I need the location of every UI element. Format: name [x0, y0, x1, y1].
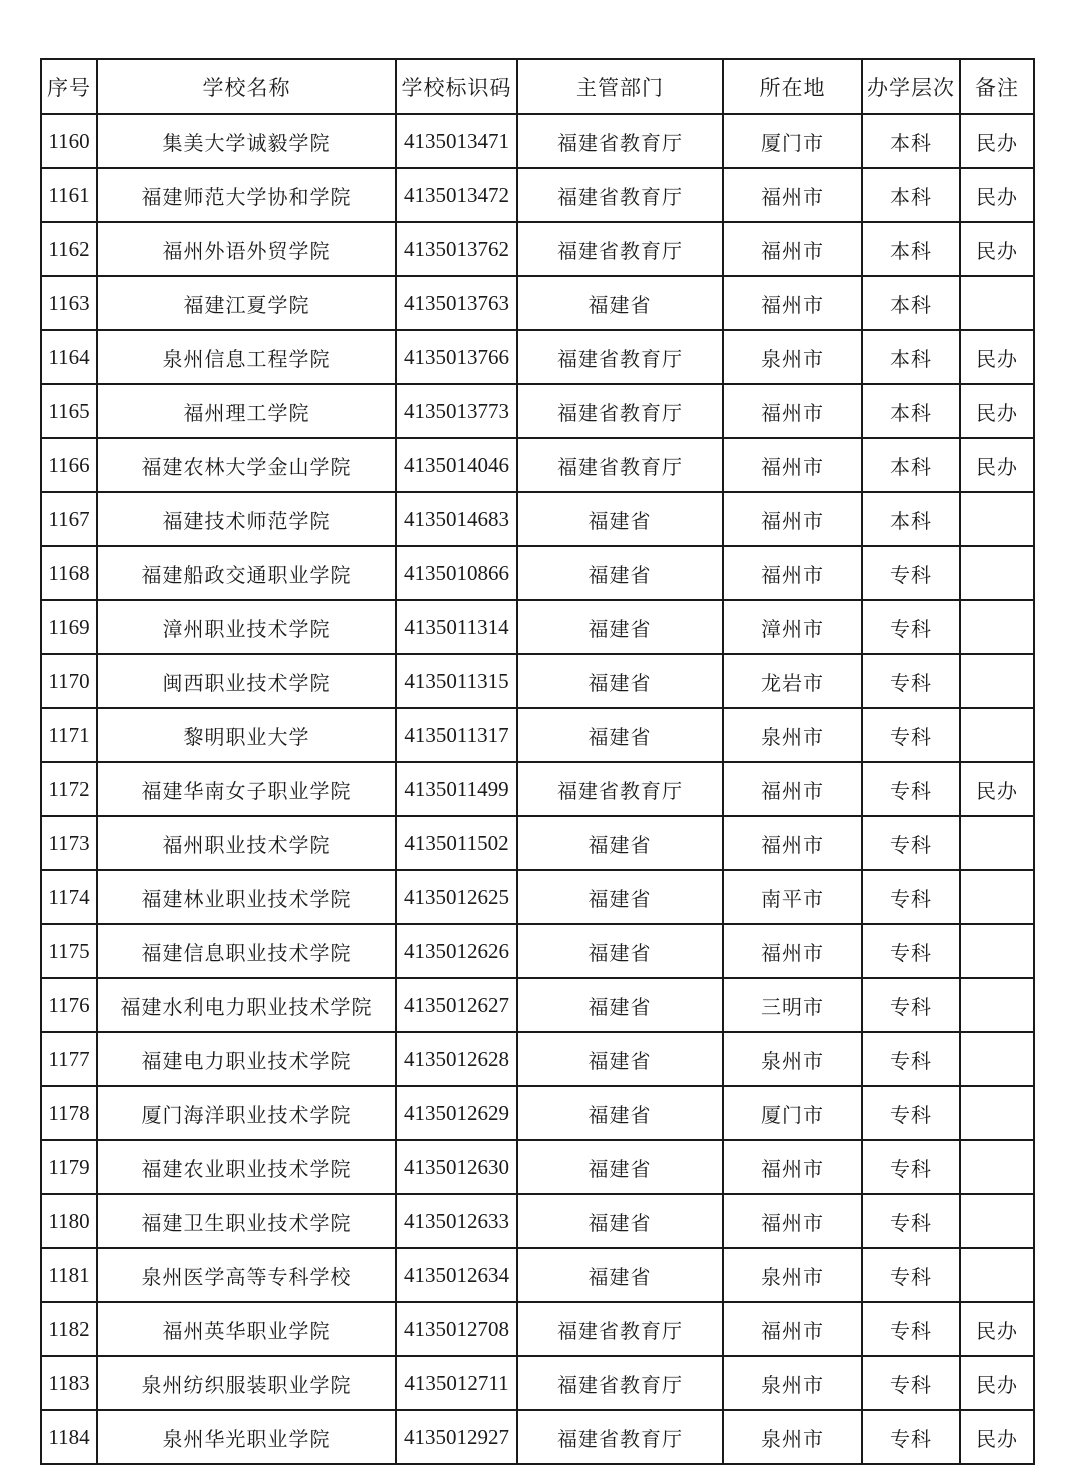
cell-level: 专科 — [862, 978, 960, 1032]
school-list-table — [40, 58, 1035, 1465]
cell-school-code: 4135012628 — [396, 1032, 517, 1086]
cell-seq: 1164 — [41, 330, 97, 384]
cell-school-code: 4135012626 — [396, 924, 517, 978]
cell-department: 福建省教育厅 — [517, 1410, 723, 1464]
cell-level: 专科 — [862, 816, 960, 870]
cell-school-name: 泉州信息工程学院 — [97, 330, 396, 384]
table-row — [41, 978, 1034, 1032]
cell-seq: 1175 — [41, 924, 97, 978]
cell-department: 福建省教育厅 — [517, 222, 723, 276]
cell-school-name: 福建农林大学金山学院 — [97, 438, 396, 492]
cell-school-code: 4135012625 — [396, 870, 517, 924]
cell-school-code: 4135012711 — [396, 1356, 517, 1410]
cell-note — [960, 546, 1034, 600]
table-row — [41, 1086, 1034, 1140]
cell-seq: 1169 — [41, 600, 97, 654]
cell-location: 福州市 — [723, 222, 862, 276]
cell-school-name: 福建江夏学院 — [97, 276, 396, 330]
cell-school-code: 4135013763 — [396, 276, 517, 330]
cell-note — [960, 276, 1034, 330]
header-school-name: 学校名称 — [97, 59, 396, 114]
cell-note — [960, 1194, 1034, 1248]
cell-school-name: 福建信息职业技术学院 — [97, 924, 396, 978]
table-header-row — [41, 59, 1034, 114]
cell-school-name: 福建农业职业技术学院 — [97, 1140, 396, 1194]
cell-note: 民办 — [960, 1410, 1034, 1464]
cell-school-name: 福建船政交通职业学院 — [97, 546, 396, 600]
cell-school-name: 福州职业技术学院 — [97, 816, 396, 870]
cell-location: 漳州市 — [723, 600, 862, 654]
cell-location: 福州市 — [723, 492, 862, 546]
cell-note: 民办 — [960, 1356, 1034, 1410]
cell-school-name: 漳州职业技术学院 — [97, 600, 396, 654]
cell-level: 本科 — [862, 384, 960, 438]
cell-location: 福州市 — [723, 438, 862, 492]
cell-level: 本科 — [862, 114, 960, 168]
cell-seq: 1171 — [41, 708, 97, 762]
header-location: 所在地 — [723, 59, 862, 114]
cell-level: 本科 — [862, 330, 960, 384]
cell-department: 福建省 — [517, 708, 723, 762]
cell-note — [960, 1248, 1034, 1302]
cell-location: 泉州市 — [723, 1248, 862, 1302]
cell-department: 福建省教育厅 — [517, 114, 723, 168]
cell-school-code: 4135013773 — [396, 384, 517, 438]
cell-note: 民办 — [960, 168, 1034, 222]
cell-note — [960, 708, 1034, 762]
cell-location: 三明市 — [723, 978, 862, 1032]
cell-location: 福州市 — [723, 1140, 862, 1194]
cell-department: 福建省教育厅 — [517, 330, 723, 384]
cell-department: 福建省 — [517, 654, 723, 708]
cell-location: 福州市 — [723, 924, 862, 978]
cell-note — [960, 978, 1034, 1032]
cell-seq: 1172 — [41, 762, 97, 816]
cell-note: 民办 — [960, 384, 1034, 438]
cell-level: 专科 — [862, 1140, 960, 1194]
cell-seq: 1161 — [41, 168, 97, 222]
cell-note — [960, 870, 1034, 924]
cell-school-name: 厦门海洋职业技术学院 — [97, 1086, 396, 1140]
table-row — [41, 1302, 1034, 1356]
cell-department: 福建省 — [517, 600, 723, 654]
cell-location: 厦门市 — [723, 1086, 862, 1140]
cell-department: 福建省教育厅 — [517, 438, 723, 492]
cell-department: 福建省 — [517, 1194, 723, 1248]
cell-level: 本科 — [862, 222, 960, 276]
cell-seq: 1170 — [41, 654, 97, 708]
cell-note: 民办 — [960, 330, 1034, 384]
cell-location: 福州市 — [723, 762, 862, 816]
cell-location: 龙岩市 — [723, 654, 862, 708]
cell-level: 专科 — [862, 1086, 960, 1140]
cell-seq: 1168 — [41, 546, 97, 600]
cell-note: 民办 — [960, 114, 1034, 168]
cell-level: 专科 — [862, 762, 960, 816]
cell-level: 专科 — [862, 1032, 960, 1086]
table-row — [41, 708, 1034, 762]
cell-school-name: 泉州纺织服装职业学院 — [97, 1356, 396, 1410]
cell-school-name: 福州理工学院 — [97, 384, 396, 438]
cell-level: 本科 — [862, 438, 960, 492]
table-row — [41, 222, 1034, 276]
cell-school-code: 4135014046 — [396, 438, 517, 492]
cell-seq: 1182 — [41, 1302, 97, 1356]
cell-seq: 1173 — [41, 816, 97, 870]
cell-level: 专科 — [862, 708, 960, 762]
cell-location: 南平市 — [723, 870, 862, 924]
cell-seq: 1177 — [41, 1032, 97, 1086]
cell-note: 民办 — [960, 1302, 1034, 1356]
cell-department: 福建省 — [517, 546, 723, 600]
cell-level: 本科 — [862, 168, 960, 222]
cell-level: 专科 — [862, 924, 960, 978]
cell-level: 专科 — [862, 1248, 960, 1302]
cell-school-code: 4135013766 — [396, 330, 517, 384]
cell-location: 泉州市 — [723, 1410, 862, 1464]
cell-location: 福州市 — [723, 1194, 862, 1248]
cell-school-code: 4135012629 — [396, 1086, 517, 1140]
cell-level: 专科 — [862, 600, 960, 654]
cell-school-code: 4135011502 — [396, 816, 517, 870]
cell-school-name: 福建林业职业技术学院 — [97, 870, 396, 924]
header-seq: 序号 — [41, 59, 97, 114]
cell-seq: 1176 — [41, 978, 97, 1032]
cell-department: 福建省教育厅 — [517, 1302, 723, 1356]
header-level: 办学层次 — [862, 59, 960, 114]
cell-school-name: 福建电力职业技术学院 — [97, 1032, 396, 1086]
table-row — [41, 924, 1034, 978]
cell-school-name: 福州英华职业学院 — [97, 1302, 396, 1356]
table-row — [41, 1410, 1034, 1464]
cell-department: 福建省教育厅 — [517, 1356, 723, 1410]
header-school-code: 学校标识码 — [396, 59, 517, 114]
table-row — [41, 330, 1034, 384]
cell-department: 福建省 — [517, 816, 723, 870]
table-row — [41, 546, 1034, 600]
cell-seq: 1162 — [41, 222, 97, 276]
table-row — [41, 1248, 1034, 1302]
cell-seq: 1179 — [41, 1140, 97, 1194]
cell-school-name: 闽西职业技术学院 — [97, 654, 396, 708]
cell-note — [960, 924, 1034, 978]
table-row — [41, 168, 1034, 222]
header-department: 主管部门 — [517, 59, 723, 114]
cell-seq: 1163 — [41, 276, 97, 330]
cell-school-code: 4135011317 — [396, 708, 517, 762]
table-row — [41, 600, 1034, 654]
cell-school-name: 福建水利电力职业技术学院 — [97, 978, 396, 1032]
cell-seq: 1180 — [41, 1194, 97, 1248]
cell-note — [960, 600, 1034, 654]
cell-seq: 1181 — [41, 1248, 97, 1302]
cell-department: 福建省 — [517, 492, 723, 546]
header-note: 备注 — [960, 59, 1034, 114]
cell-level: 专科 — [862, 1356, 960, 1410]
cell-seq: 1174 — [41, 870, 97, 924]
cell-level: 专科 — [862, 1194, 960, 1248]
cell-school-code: 4135013471 — [396, 114, 517, 168]
cell-school-name: 福州外语外贸学院 — [97, 222, 396, 276]
cell-note — [960, 1032, 1034, 1086]
cell-location: 泉州市 — [723, 330, 862, 384]
cell-note: 民办 — [960, 762, 1034, 816]
cell-department: 福建省教育厅 — [517, 384, 723, 438]
cell-level: 专科 — [862, 546, 960, 600]
cell-school-name: 泉州华光职业学院 — [97, 1410, 396, 1464]
cell-location: 福州市 — [723, 276, 862, 330]
table-row — [41, 438, 1034, 492]
cell-department: 福建省教育厅 — [517, 762, 723, 816]
cell-school-code: 4135011315 — [396, 654, 517, 708]
cell-department: 福建省 — [517, 1086, 723, 1140]
table-row — [41, 276, 1034, 330]
cell-school-name: 黎明职业大学 — [97, 708, 396, 762]
cell-location: 泉州市 — [723, 1032, 862, 1086]
cell-department: 福建省 — [517, 276, 723, 330]
cell-level: 专科 — [862, 1302, 960, 1356]
cell-level: 专科 — [862, 1410, 960, 1464]
cell-school-name: 福建华南女子职业学院 — [97, 762, 396, 816]
cell-department: 福建省 — [517, 924, 723, 978]
cell-location: 福州市 — [723, 546, 862, 600]
cell-seq: 1160 — [41, 114, 97, 168]
cell-note — [960, 654, 1034, 708]
cell-level: 专科 — [862, 654, 960, 708]
cell-level: 本科 — [862, 276, 960, 330]
cell-school-name: 泉州医学高等专科学校 — [97, 1248, 396, 1302]
table-body — [41, 114, 1034, 1464]
cell-school-name: 福建卫生职业技术学院 — [97, 1194, 396, 1248]
cell-note — [960, 1086, 1034, 1140]
cell-department: 福建省 — [517, 1248, 723, 1302]
table-row — [41, 384, 1034, 438]
cell-seq: 1165 — [41, 384, 97, 438]
table-row — [41, 114, 1034, 168]
cell-note: 民办 — [960, 438, 1034, 492]
cell-school-code: 4135013472 — [396, 168, 517, 222]
cell-school-name: 集美大学诚毅学院 — [97, 114, 396, 168]
cell-school-code: 4135012927 — [396, 1410, 517, 1464]
cell-location: 厦门市 — [723, 114, 862, 168]
cell-school-code: 4135013762 — [396, 222, 517, 276]
cell-school-code: 4135012630 — [396, 1140, 517, 1194]
table-row — [41, 870, 1034, 924]
cell-note — [960, 492, 1034, 546]
cell-seq: 1184 — [41, 1410, 97, 1464]
cell-school-name: 福建技术师范学院 — [97, 492, 396, 546]
cell-school-code: 4135012627 — [396, 978, 517, 1032]
cell-seq: 1167 — [41, 492, 97, 546]
cell-school-code: 4135010866 — [396, 546, 517, 600]
table-row — [41, 762, 1034, 816]
cell-department: 福建省 — [517, 870, 723, 924]
cell-location: 福州市 — [723, 1302, 862, 1356]
table-row — [41, 1356, 1034, 1410]
cell-department: 福建省教育厅 — [517, 168, 723, 222]
cell-location: 福州市 — [723, 816, 862, 870]
cell-department: 福建省 — [517, 1140, 723, 1194]
cell-school-name: 福建师范大学协和学院 — [97, 168, 396, 222]
cell-location: 福州市 — [723, 168, 862, 222]
cell-school-code: 4135012633 — [396, 1194, 517, 1248]
table-row — [41, 654, 1034, 708]
cell-location: 泉州市 — [723, 1356, 862, 1410]
cell-note: 民办 — [960, 222, 1034, 276]
cell-school-code: 4135012634 — [396, 1248, 517, 1302]
cell-location: 泉州市 — [723, 708, 862, 762]
table-row — [41, 1140, 1034, 1194]
cell-level: 专科 — [862, 870, 960, 924]
table-row — [41, 1194, 1034, 1248]
cell-seq: 1178 — [41, 1086, 97, 1140]
cell-school-code: 4135011499 — [396, 762, 517, 816]
cell-school-code: 4135011314 — [396, 600, 517, 654]
cell-school-code: 4135012708 — [396, 1302, 517, 1356]
cell-seq: 1183 — [41, 1356, 97, 1410]
cell-seq: 1166 — [41, 438, 97, 492]
cell-department: 福建省 — [517, 1032, 723, 1086]
table-row — [41, 816, 1034, 870]
table-row — [41, 492, 1034, 546]
cell-note — [960, 816, 1034, 870]
cell-department: 福建省 — [517, 978, 723, 1032]
cell-school-code: 4135014683 — [396, 492, 517, 546]
cell-level: 本科 — [862, 492, 960, 546]
table-row — [41, 1032, 1034, 1086]
cell-location: 福州市 — [723, 384, 862, 438]
cell-note — [960, 1140, 1034, 1194]
